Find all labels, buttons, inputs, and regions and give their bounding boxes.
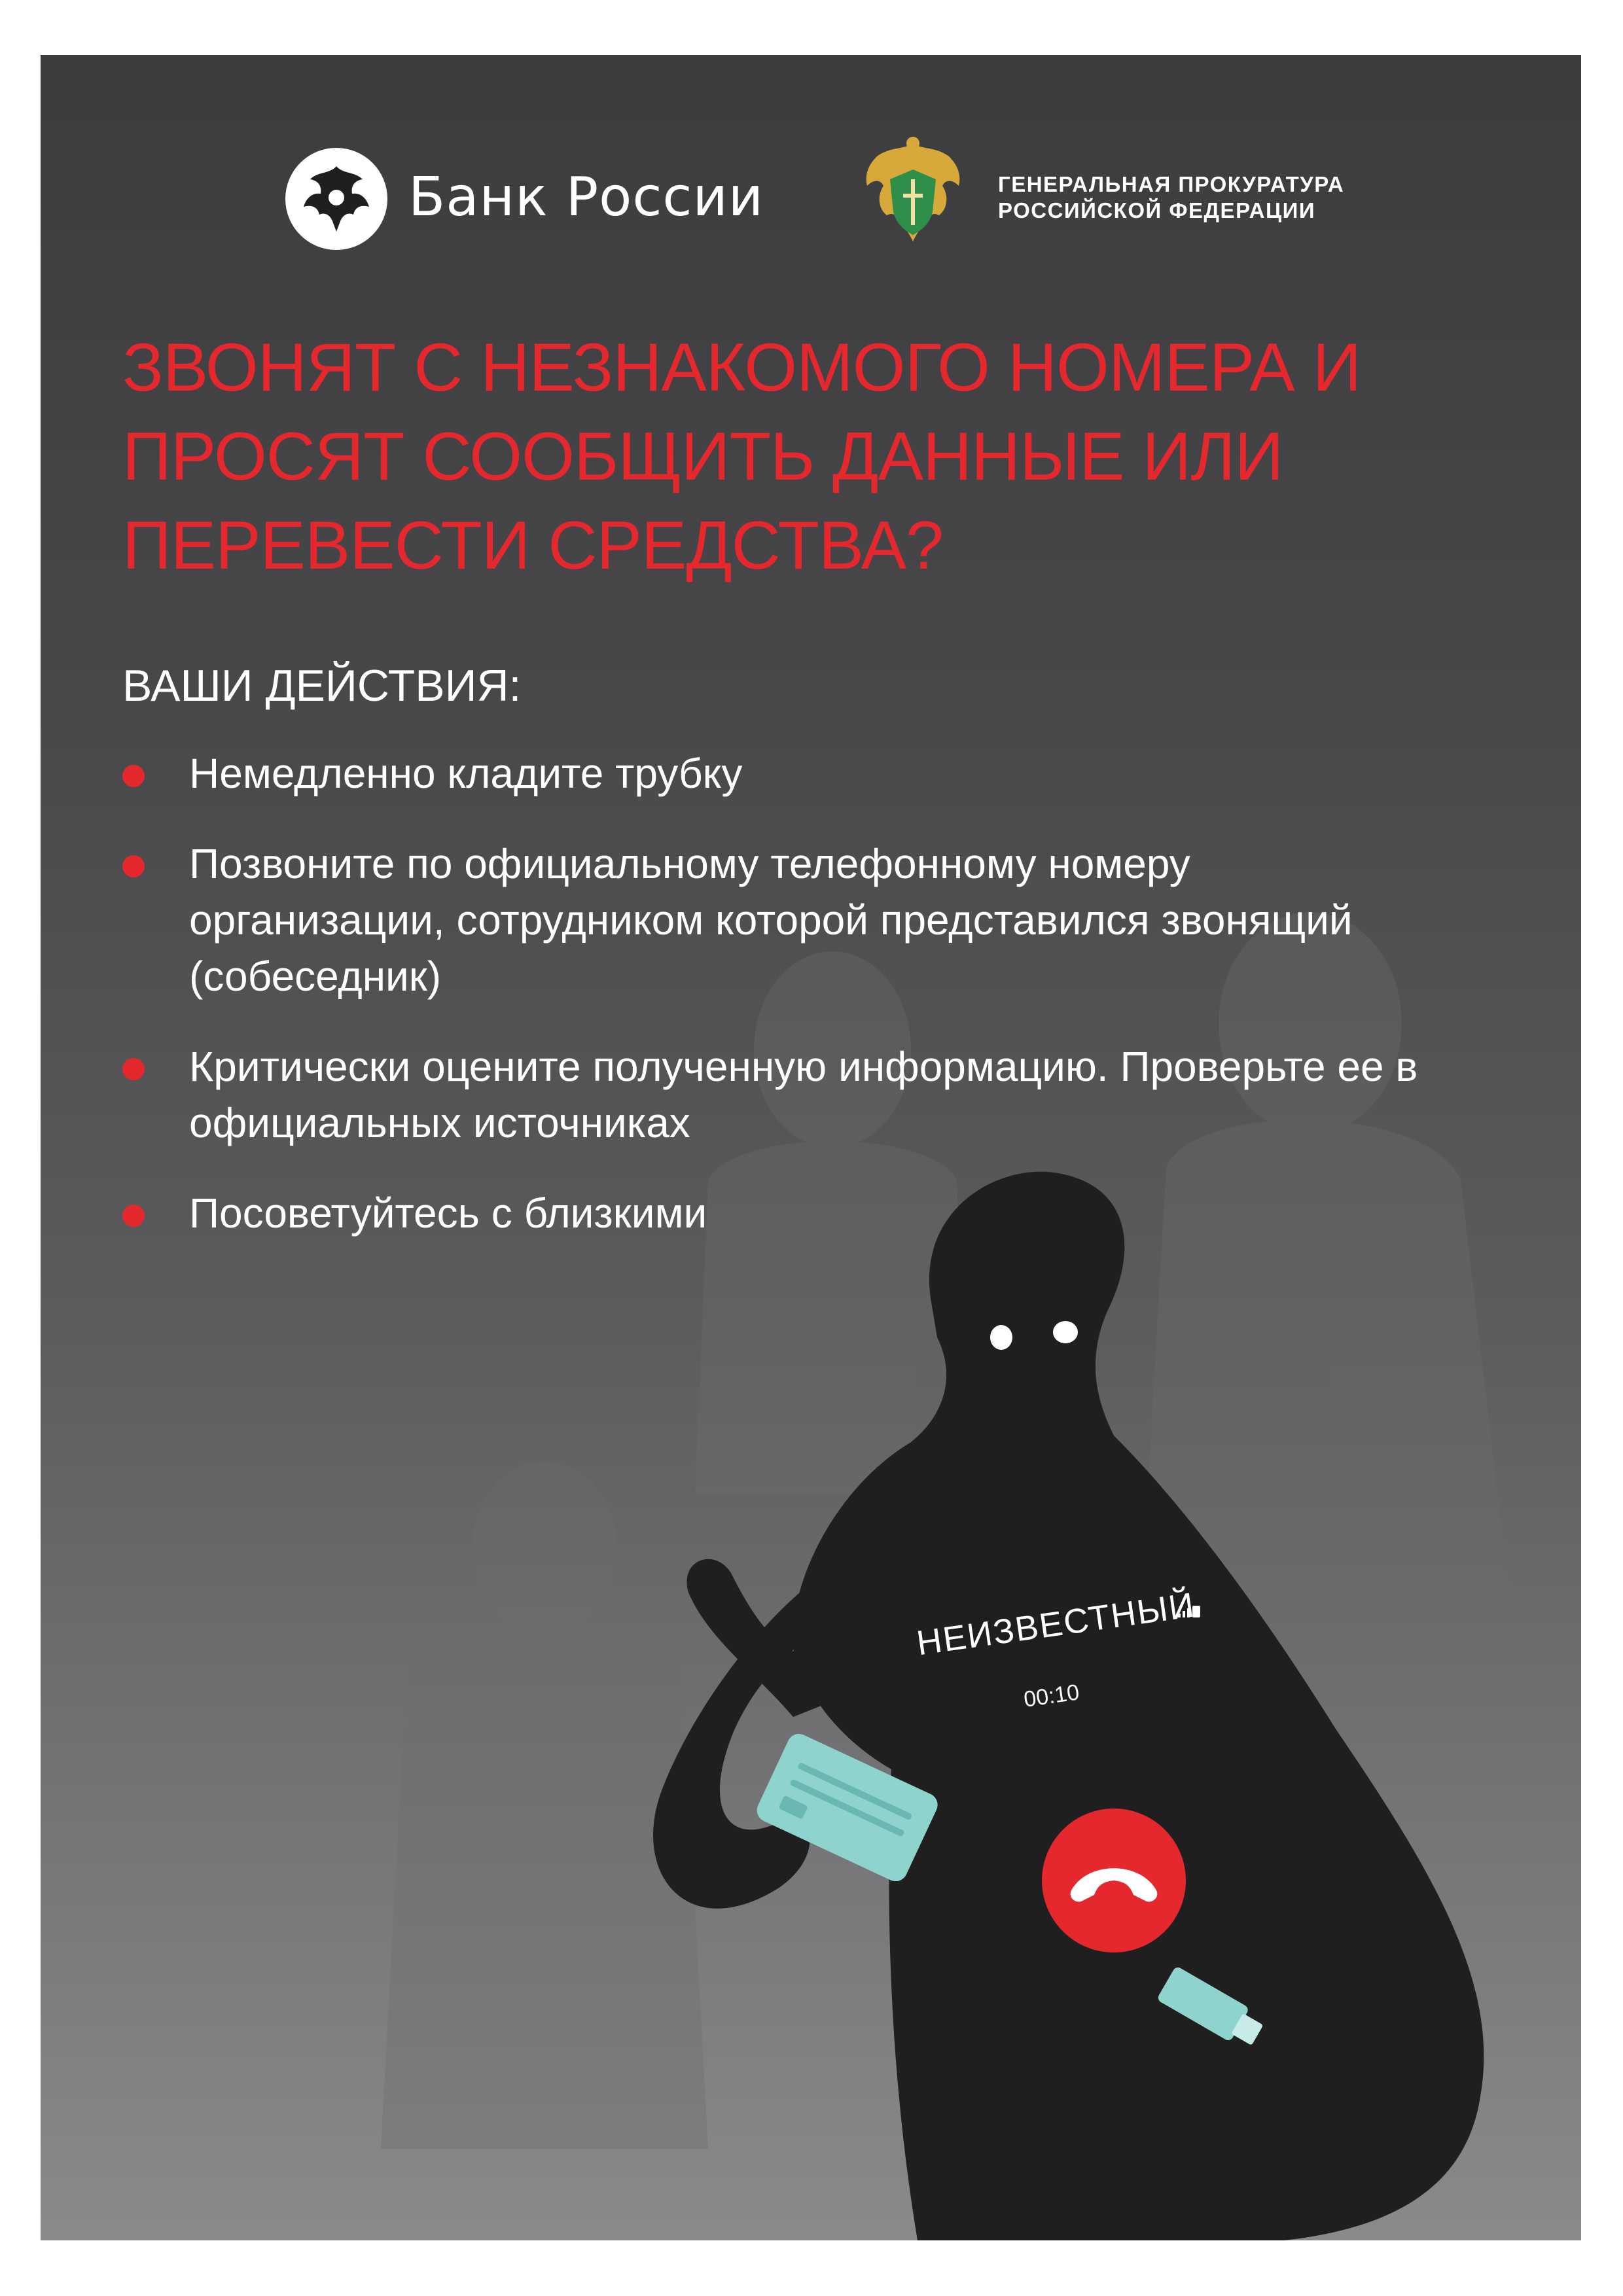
actions-list [122, 745, 1529, 1275]
right-eye [1053, 1321, 1078, 1343]
prosecutor-name-line-1: ГЕНЕРАЛЬНАЯ ПРОКУРАТУРА [998, 172, 1345, 196]
headline-line-3: ПЕРЕВЕСТИ СРЕДСТВА? [122, 508, 943, 584]
bank-of-russia-name: Банк России [408, 166, 764, 228]
action-line: Посоветуйтесь с близкими [189, 1190, 707, 1237]
action-line: Критически оцените полученную информацию. Проверьте ее в [189, 1043, 1418, 1090]
bullet-icon [122, 765, 145, 787]
action-line: организации, сотрудником которой представился звонящий [189, 896, 1353, 944]
prosecutor-name-line-2: РОССИЙСКОЙ ФЕДЕРАЦИИ [998, 198, 1316, 222]
prosecutor-general-logo [857, 133, 1381, 258]
bullet-icon [122, 1058, 145, 1080]
poster [41, 55, 1581, 2240]
action-line: Позвоните по официальному телефонному номеру [189, 840, 1190, 887]
action-line: официальных источниках [189, 1099, 690, 1146]
action-line: (собеседник) [189, 953, 442, 1000]
headline-line-1: ЗВОНЯТ С НЕЗНАКОМОГО НОМЕРА И [122, 330, 1361, 406]
action-item [122, 745, 1529, 802]
prosecutor-general-name [998, 171, 1344, 224]
actions-title: ВАШИ ДЕЙСТВИЯ: [122, 661, 522, 711]
left-eye [990, 1325, 1012, 1350]
call-timer: 00:10 [1022, 1680, 1081, 1712]
action-item [122, 836, 1529, 1004]
action-line: Немедленно кладите трубку [189, 750, 743, 797]
bullet-icon [122, 1205, 145, 1227]
bank-of-russia-emblem-icon [284, 147, 389, 251]
caller-label: НЕИЗВЕСТНЫЙ [914, 1585, 1198, 1663]
action-item [122, 1185, 1529, 1241]
decline-call-icon [1042, 1809, 1186, 1952]
headline-line-2: ПРОСЯТ СООБЩИТЬ ДАННЫЕ ИЛИ [122, 419, 1283, 495]
prosecutor-general-emblem-icon [857, 133, 969, 255]
headline [122, 323, 1497, 590]
bank-of-russia-logo [284, 143, 764, 255]
bullet-icon [122, 855, 145, 877]
action-item [122, 1038, 1529, 1151]
